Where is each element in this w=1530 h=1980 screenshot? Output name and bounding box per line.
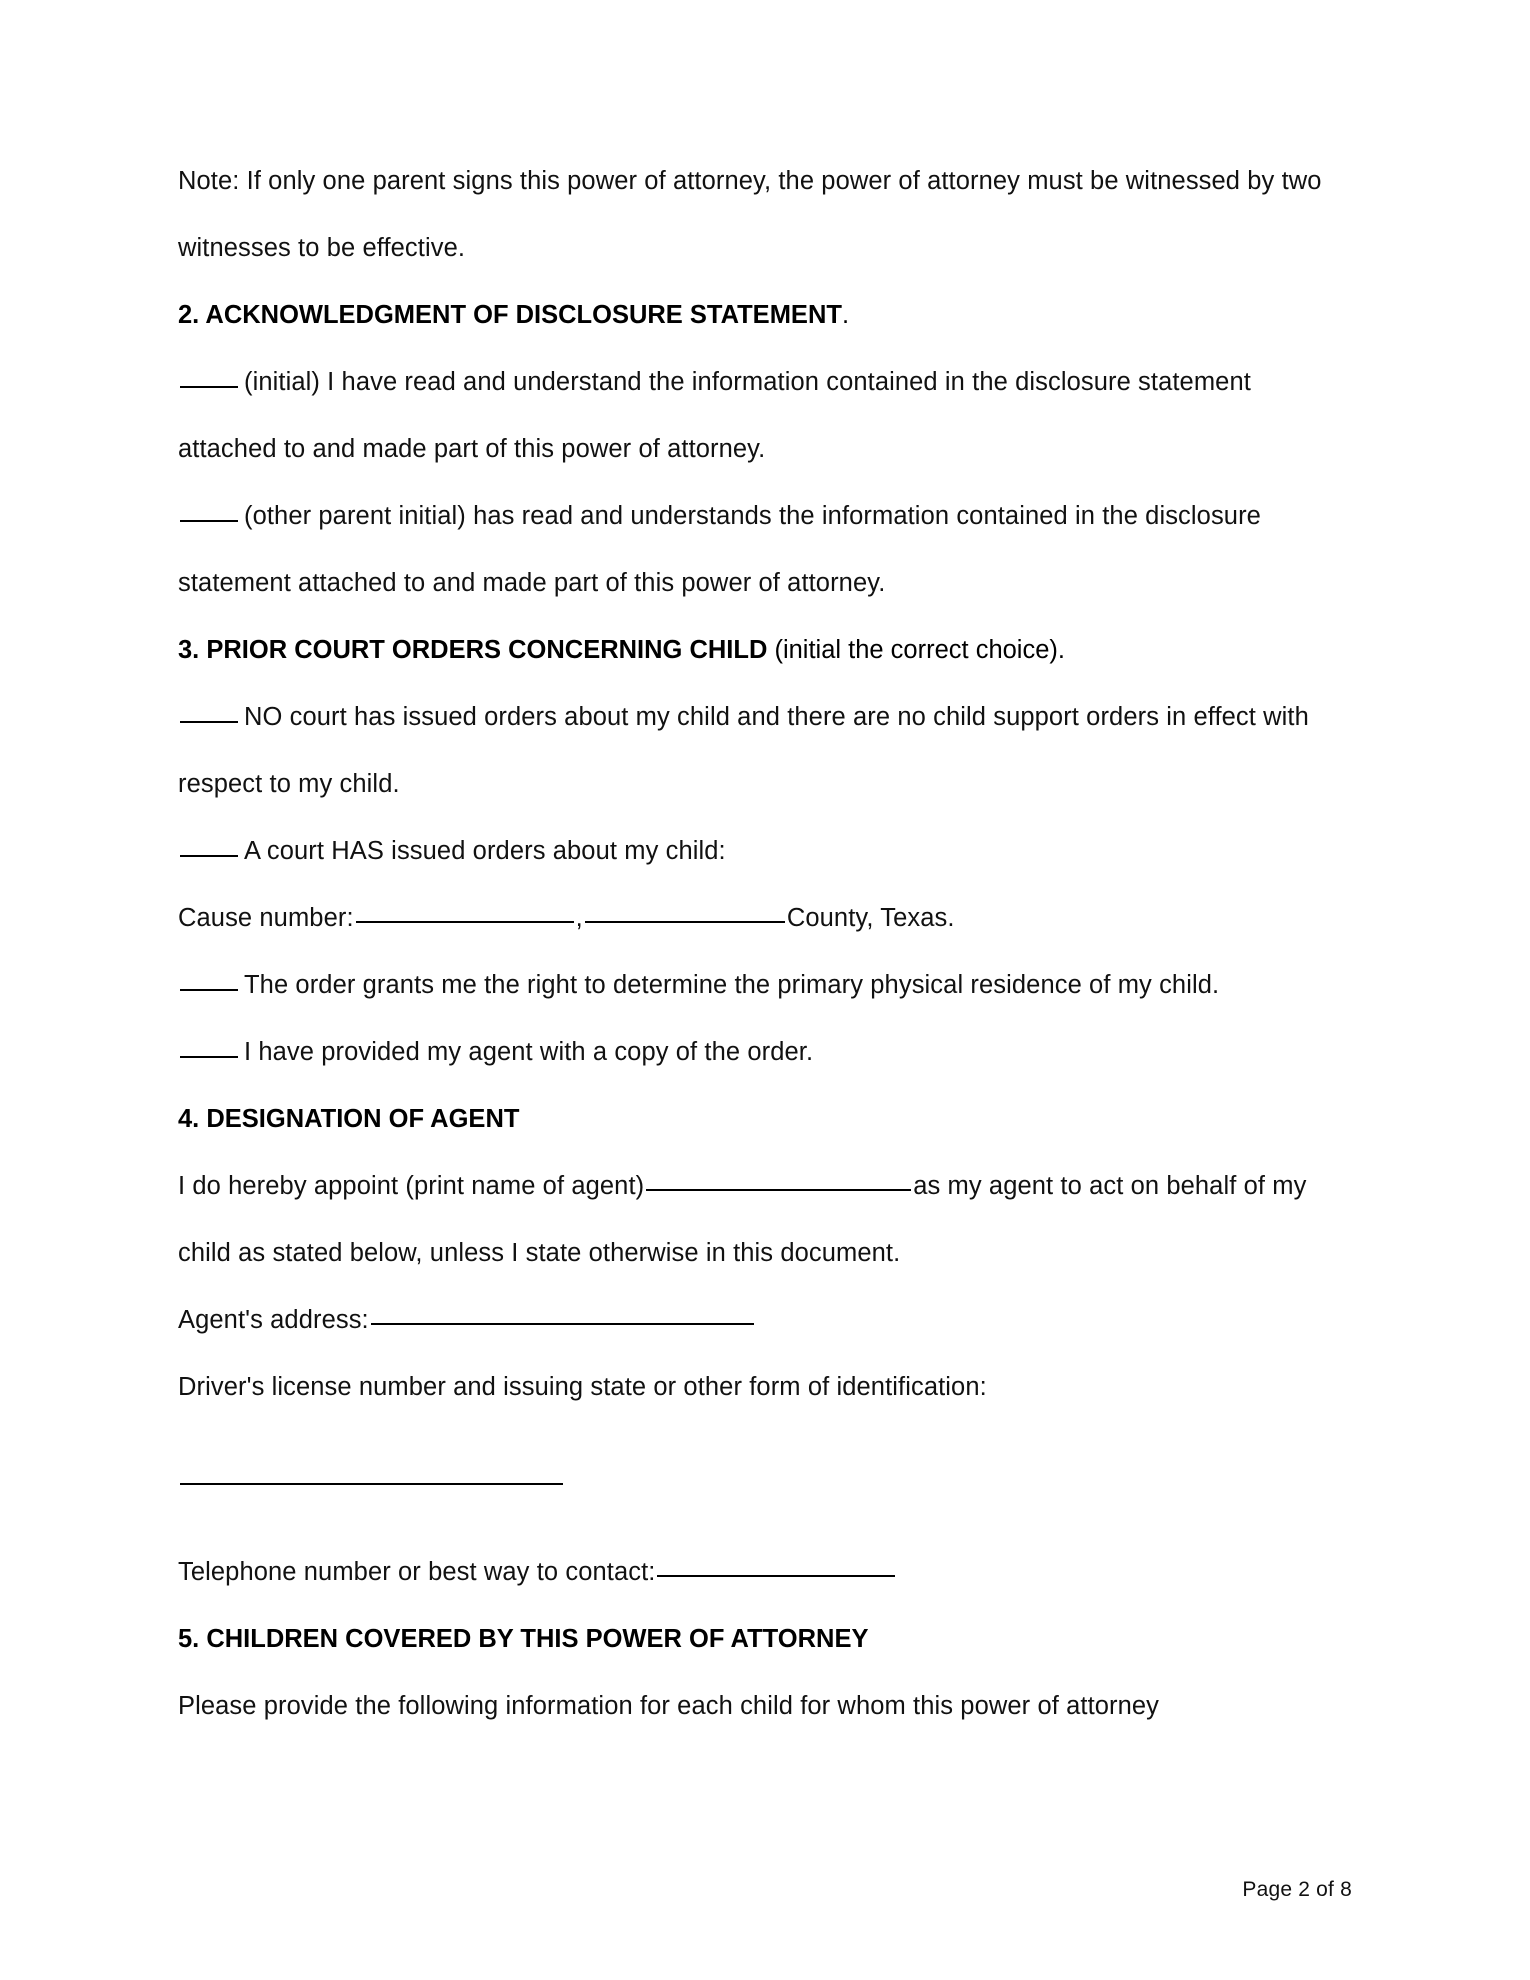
telephone-line <box>178 1539 1328 1606</box>
initial-blank-5[interactable] <box>180 972 238 991</box>
county-suffix-label: County, Texas. <box>786 904 955 932</box>
section-4-heading: 4. DESIGNATION OF AGENT <box>178 1105 520 1133</box>
section-2-item-2-text: (other parent initial) has read and understands the information contained in the disclosure statement attached to and made part of this power of attorney. <box>178 502 1261 597</box>
drivers-license-input-blank[interactable] <box>180 1466 563 1485</box>
cause-number-input-blank[interactable] <box>356 904 574 923</box>
section-3-heading <box>178 617 1328 684</box>
cause-number-line <box>178 885 1328 952</box>
initial-blank-3[interactable] <box>180 704 238 723</box>
appoint-agent-suffix: as my agent to act on behalf of my child as stated below, unless I state otherwise in this document. <box>178 1172 1307 1267</box>
section-3-item-4 <box>178 1019 1328 1086</box>
section-3-item-1-text: NO court has issued orders about my child and there are no child support orders in effect with respect to my child. <box>178 703 1309 798</box>
appoint-agent-prefix: I do hereby appoint (print name of agent) <box>178 1172 645 1200</box>
county-input-blank[interactable] <box>585 904 785 923</box>
section-3-item-1 <box>178 684 1328 818</box>
section-2-item-1 <box>178 349 1328 483</box>
initial-blank-4[interactable] <box>180 838 238 857</box>
section-3-item-2 <box>178 818 1328 885</box>
section-3-heading-bold: 3. PRIOR COURT ORDERS CONCERNING CHILD <box>178 636 768 664</box>
agent-name-input-blank[interactable] <box>646 1172 911 1191</box>
cause-number-label: Cause number: <box>178 904 354 932</box>
section-5-heading: 5. CHILDREN COVERED BY THIS POWER OF ATTORNEY <box>178 1625 869 1653</box>
section-2-item-2 <box>178 483 1328 617</box>
agent-address-label: Agent's address: <box>178 1306 369 1334</box>
page-footer: Page 2 of 8 <box>1242 1878 1352 1901</box>
section-3-item-3 <box>178 952 1328 1019</box>
agent-address-line <box>178 1287 1328 1354</box>
telephone-label: Telephone number or best way to contact: <box>178 1558 656 1586</box>
section-2-heading <box>178 282 1328 349</box>
initial-blank-1[interactable] <box>180 369 238 388</box>
section-3-item-4-text: I have provided my agent with a copy of the order. <box>244 1038 814 1066</box>
initial-blank-6[interactable] <box>180 1039 238 1058</box>
document-body <box>178 148 1328 1740</box>
section-3-item-3-text: The order grants me the right to determine the primary physical residence of my child. <box>244 971 1220 999</box>
section-2-heading-period: . <box>841 301 850 329</box>
note-paragraph: Note: If only one parent signs this power of attorney, the power of attorney must be witnessed by two witnesses to be effective. <box>178 167 1322 262</box>
section-3-heading-note: (initial the correct choice). <box>767 636 1065 664</box>
cause-number-separator: , <box>575 904 583 932</box>
section-3-item-2-text: A court HAS issued orders about my child: <box>244 837 726 865</box>
drivers-license-line <box>178 1447 1328 1514</box>
section-5-intro: Please provide the following information for each child for whom this power of attorney <box>178 1692 1160 1720</box>
telephone-input-blank[interactable] <box>657 1558 895 1577</box>
appoint-agent-paragraph <box>178 1153 1328 1287</box>
initial-blank-2[interactable] <box>180 503 238 522</box>
agent-address-input-blank[interactable] <box>371 1306 754 1325</box>
section-2-heading-bold: 2. ACKNOWLEDGMENT OF DISCLOSURE STATEMENT <box>178 301 842 329</box>
drivers-license-label: Driver's license number and issuing state or other form of identification: <box>178 1373 987 1401</box>
section-2-item-1-text: (initial) I have read and understand the information contained in the disclosure statement attached to and made part of this power of attorney. <box>178 368 1251 463</box>
